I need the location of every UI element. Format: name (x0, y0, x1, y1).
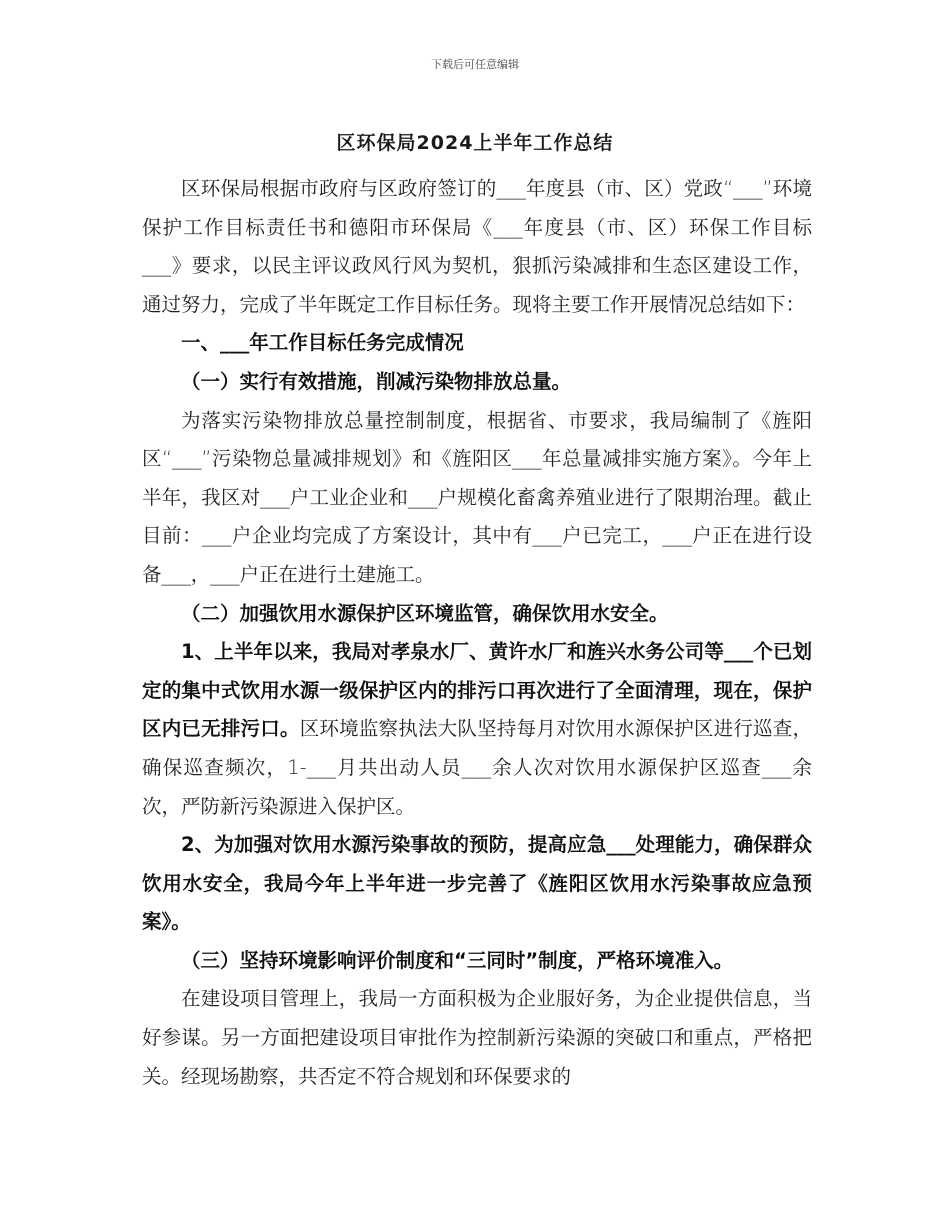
heading-section-1: 一、___年工作目标任务完成情况 (181, 331, 464, 355)
paragraph-water-source-1-bold: 1、上半年以来，我局对孝泉水厂、黄许水厂和旌兴水务公司等___个已划定的集中式饮用水源一级保护区内的排污口再次进行了全面清理，现在，保护区内已无排污口。 (142, 640, 812, 741)
heading-subsection-1: （一）实行有效措施，削减污染物排放总量。 (181, 369, 572, 393)
paragraph-water-source-2: 2、为加强对饮用水源污染事故的预防，提高应急___处理能力，确保群众饮用水安全，我局今年上半年进一步完善了《旌阳区饮用水污染事故应急预案》。 (142, 833, 812, 934)
header-note: 下载后可任意编辑 (431, 58, 519, 71)
heading-subsection-2: （二）加强饮用水源保护区环境监管，确保饮用水安全。 (181, 601, 669, 625)
paragraph-intro: 区环保局根据市政府与区政府签订的___年度县（市、区）党政“___”环境保护工作目标责任书和德阳市环保局《___年度县（市、区）环保工作目标___》要求，以民主评议政风行风为契机，狠抓污染减排和生态区建设工作，通过努力，完成了半年既定工作目标任务。现将主要工作开展情况总结如下： (142, 177, 812, 316)
paragraph-water-source-1-rest: 区环境监察执法大队坚持每月对饮用水源保护区进行巡查，确保巡查频次，1-___月共出动人员___余人次对饮用水源保护区巡查___余次，严防新污染源进入保护区。 (142, 717, 812, 818)
paragraph-emission-reduction: 为落实污染物排放总量控制制度，根据省、市要求，我局编制了《旌阳区“___”污染物总量减排规划》和《旌阳区___年总量减排实施方案》。今年上半年，我区对___户工业企业和___户规模化畜禽养殖业进行了限期治理。截止目前：___户企业均完成了方案设计，其中有___户已完工，___户正在进行设备___，___户正在进行土建施工。 (142, 408, 812, 586)
paragraph-water-source-1 (142, 633, 812, 826)
document-body (142, 170, 812, 1096)
paragraph-project-management: 在建设项目管理上，我局一方面积极为企业服好务，为企业提供信息，当好参谋。另一方面把建设项目审批作为控制新污染源的突破口和重点，严格把关。经现场勘察，共否定不符合规划和环保要求的 (142, 987, 812, 1088)
heading-subsection-3: （三）坚持环境影响评价制度和“三同时”制度，严格环境准入。 (181, 948, 734, 972)
document-title: 区环保局2024上半年工作总结 (336, 132, 614, 154)
